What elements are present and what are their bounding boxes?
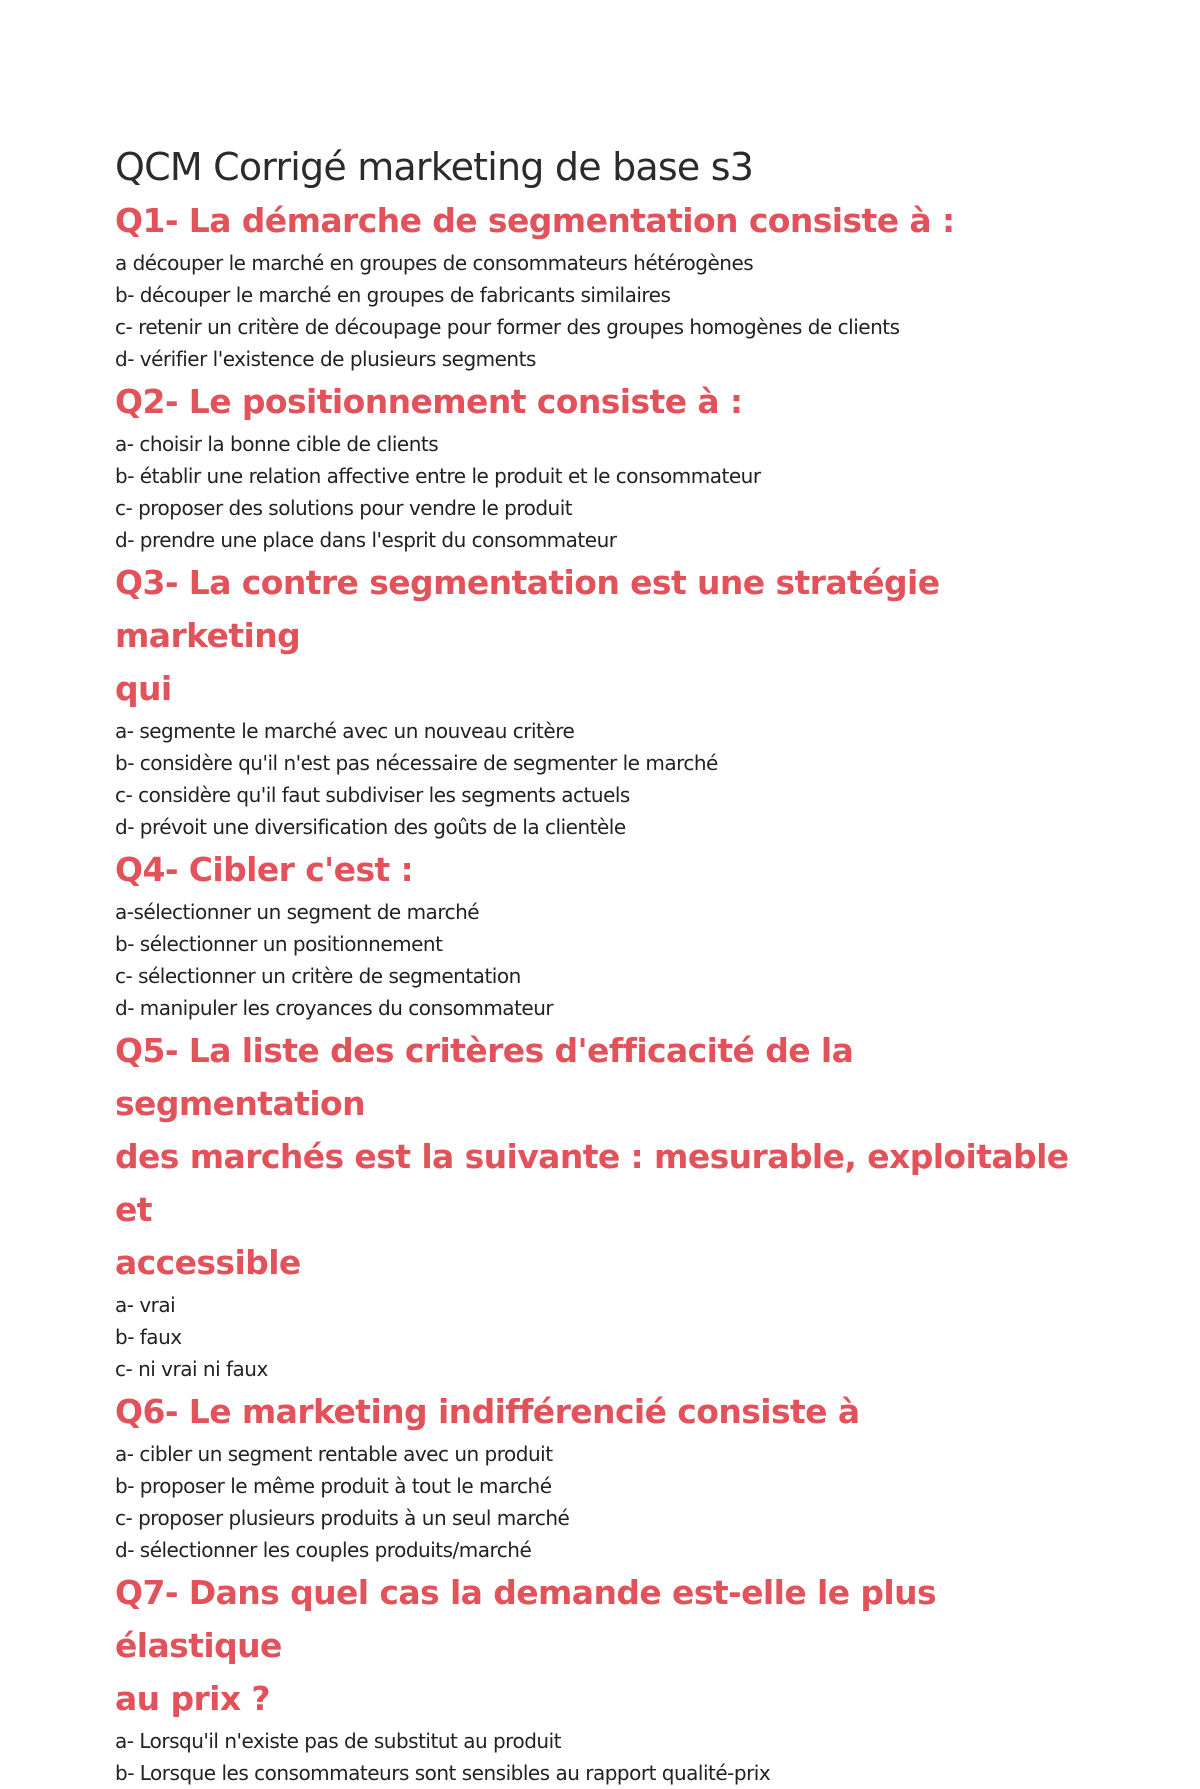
answer-option: b- proposer le même produit à tout le marché (115, 1474, 552, 1498)
question-5 (115, 1024, 1095, 1385)
answer-list (115, 896, 1095, 1024)
answer-list (115, 715, 1095, 843)
answer-option: c- proposer plusieurs produits à un seul marché (115, 1506, 570, 1530)
question-title-line: des marchés est la suivante : mesurable, exploitable et (115, 1137, 1069, 1229)
answer-list (115, 1725, 1095, 1789)
answer-option: a- vrai (115, 1293, 176, 1317)
answer-list (115, 1289, 1095, 1385)
answer-option: a- cibler un segment rentable avec un produit (115, 1442, 553, 1466)
answer-option: a- Lorsqu'il n'existe pas de substitut au produit (115, 1729, 561, 1753)
answer-option: d- vérifier l'existence de plusieurs segments (115, 347, 536, 371)
answer-list (115, 1438, 1095, 1566)
answer-option: a- segmente le marché avec un nouveau critère (115, 719, 575, 743)
answer-option: c- retenir un critère de découpage pour former des groupes homogènes de clients (115, 315, 900, 339)
answer-option: a-sélectionner un segment de marché (115, 900, 480, 924)
question-title: Q4- Cibler c'est : (115, 850, 414, 889)
question-title: Q6- Le marketing indifférencié consiste à (115, 1392, 860, 1431)
question-7 (115, 1566, 1095, 1789)
question-1 (115, 194, 1095, 375)
answer-list (115, 428, 1095, 556)
answer-option: d- prévoit une diversification des goûts de la clientèle (115, 815, 626, 839)
answer-option: b- faux (115, 1325, 182, 1349)
answer-option: b- établir une relation affective entre le produit et le consommateur (115, 464, 761, 488)
question-3 (115, 556, 1095, 843)
answer-option: b- sélectionner un positionnement (115, 932, 443, 956)
answer-option: d- prendre une place dans l'esprit du consommateur (115, 528, 617, 552)
question-6 (115, 1385, 1095, 1566)
question-title (115, 556, 1095, 715)
answer-option: c- proposer des solutions pour vendre le produit (115, 496, 573, 520)
question-title-line: Q3- La contre segmentation est une stratégie marketing (115, 563, 940, 655)
answer-option: c- considère qu'il faut subdiviser les segments actuels (115, 783, 630, 807)
question-title-line: Q7- Dans quel cas la demande est-elle le plus élastique (115, 1573, 937, 1665)
question-title (115, 1566, 1095, 1725)
answer-option: d- manipuler les croyances du consommateur (115, 996, 554, 1020)
answer-option: b- considère qu'il n'est pas nécessaire de segmenter le marché (115, 751, 718, 775)
question-title (115, 1024, 1095, 1289)
answer-list (115, 247, 1095, 375)
answer-option: d- sélectionner les couples produits/marché (115, 1538, 532, 1562)
question-title-line: accessible (115, 1243, 301, 1282)
question-title: Q2- Le positionnement consiste à : (115, 382, 743, 421)
answer-option: b- Lorsque les consommateurs sont sensibles au rapport qualité-prix (115, 1761, 771, 1785)
question-title-line: qui (115, 669, 172, 708)
question-title-line: au prix ? (115, 1679, 270, 1718)
answer-option: a découper le marché en groupes de consommateurs hétérogènes (115, 251, 754, 275)
answer-option: b- découper le marché en groupes de fabricants similaires (115, 283, 671, 307)
question-title-line: Q5- La liste des critères d'efficacité de la segmentation (115, 1031, 854, 1123)
document-page (115, 140, 1095, 1789)
answer-option: c- ni vrai ni faux (115, 1357, 268, 1381)
answer-option: c- sélectionner un critère de segmentation (115, 964, 521, 988)
question-4 (115, 843, 1095, 1024)
question-title: Q1- La démarche de segmentation consiste à : (115, 201, 955, 240)
answer-option: a- choisir la bonne cible de clients (115, 432, 439, 456)
question-2 (115, 375, 1095, 556)
document-title: QCM Corrigé marketing de base s3 (115, 145, 754, 189)
